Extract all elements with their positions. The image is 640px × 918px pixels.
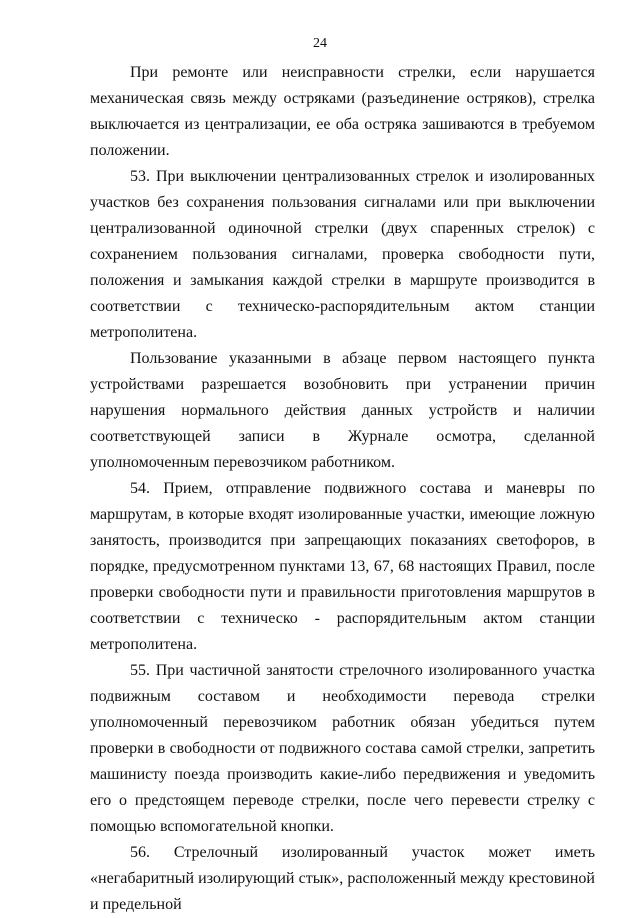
paragraph-item-53-usage: Пользование указанными в абзаце первом настоящего пункта устройствами разрешается возобновить при устранении причин нарушения нормального действия данных устройств и наличии соответствующей записи в Журнале осмотра, сделанной уполномоченным перевозчиком работником. bbox=[90, 350, 595, 471]
paragraph-item-53: 53. При выключении централизованных стрелок и изолированных участков без сохранения пользования сигналами или при выключении централизованной одиночной стрелки (двух спаренных стрелок) с сохранением пользования сигналами, проверка свободности пути, положения и замыкания каждой стрелки в маршруте производится в соответствии с техническо-распорядительным актом станции метрополитена. bbox=[90, 168, 595, 341]
paragraph-item-56: 56. Стрелочный изолированный участок может иметь «негабаритный изолирующий стык», расположенный между крестовиной и предельной bbox=[90, 844, 595, 913]
paragraph-repair-continuation: При ремонте или неисправности стрелки, если нарушается механическая связь между остряками (разъединение остряков), стрелка выключается из централизации, ее оба остряка зашиваются в требуемом положении. bbox=[90, 64, 595, 159]
document-body bbox=[90, 60, 595, 918]
page-number: 24 bbox=[313, 36, 327, 51]
paragraph-item-55: 55. При частичной занятости стрелочного изолированного участка подвижным составом и необходимости перевода стрелки уполномоченный перевозчиком работник обязан убедиться путем проверки в свободности от подвижного состава самой стрелки, запретить машинисту поезда производить какие-либо передвижения и уведомить его о предстоящем переводе стрелки, после чего перевести стрелку с помощью вспомогательной кнопки. bbox=[90, 662, 595, 835]
paragraph-item-54: 54. Прием, отправление подвижного состава и маневры по маршрутам, в которые входят изолированные участки, имеющие ложную занятость, производится при запрещающих показаниях светофоров, в порядке, предусмотренном пунктами 13, 67, 68 настоящих Правил, после проверки свободности пути и правильности приготовления маршрутов в соответствии с техническо - распорядительным актом станции метрополитена. bbox=[90, 480, 595, 653]
